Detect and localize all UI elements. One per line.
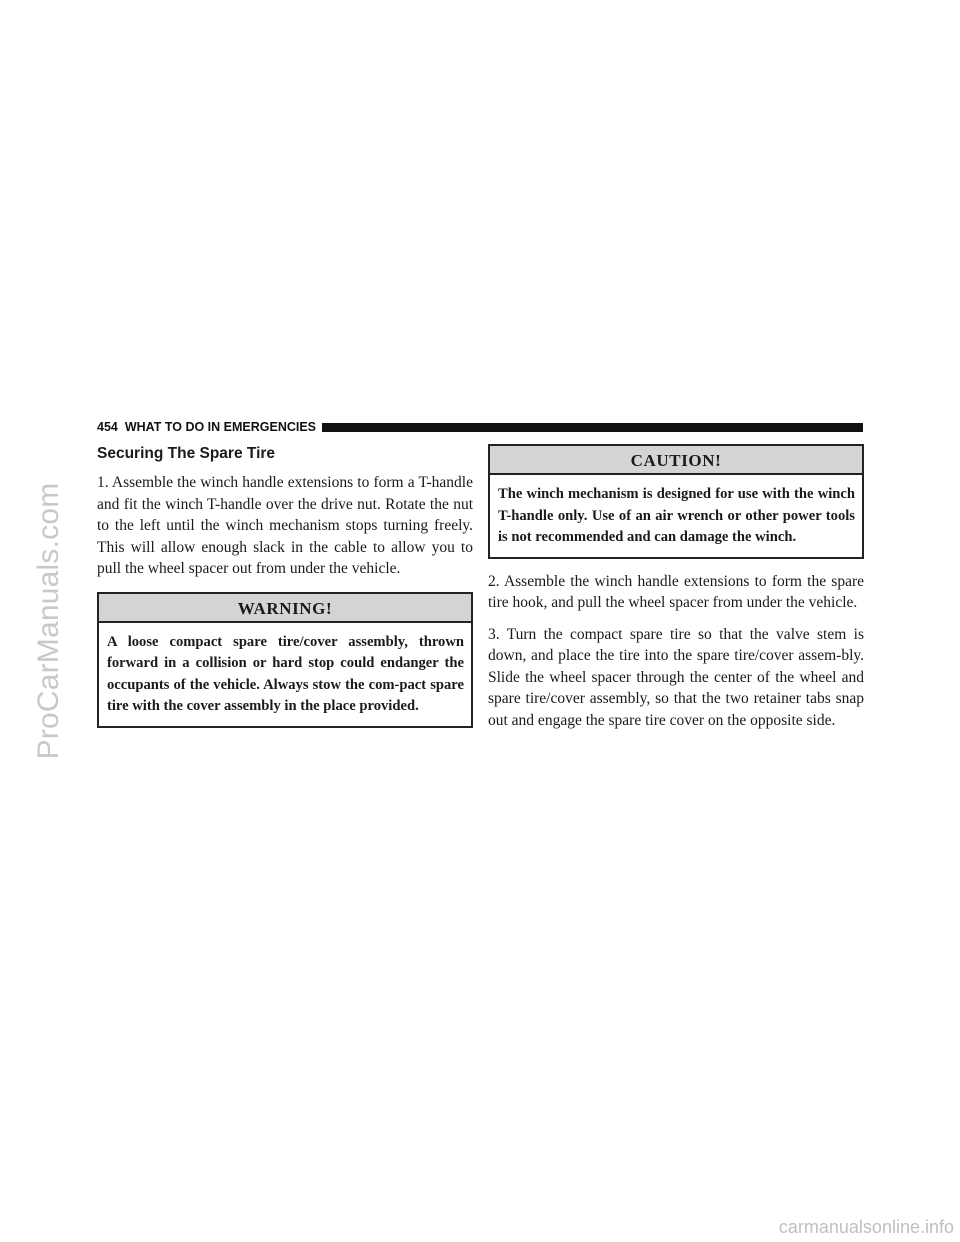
step-2-paragraph: 2. Assemble the winch handle extensions to form the spare tire hook, and pull the wheel spacer from under the vehicle. [488, 572, 864, 611]
caution-text: The winch mechanism is designed for use with the winch T-handle only. Use of an air wrench or other power tools is not recommended and can damage the winch. [498, 486, 855, 545]
step-1-paragraph: 1. Assemble the winch handle extensions to form a T-handle and fit the winch T-handle over the drive nut. Rotate the nut to the left until the winch mechanism stops turning freely. This will allow enough slack in the cable to allow you to pull the wheel spacer out from under the vehicle. [97, 474, 473, 577]
header-rule [322, 423, 863, 432]
caution-heading: CAUTION! [490, 446, 862, 475]
warning-box [97, 592, 473, 728]
warning-heading: WARNING! [99, 594, 471, 623]
side-watermark: ProCarManuals.com [32, 482, 65, 760]
footer-watermark: carmanualsonline.info [778, 1217, 954, 1237]
step-3-paragraph: 3. Turn the compact spare tire so that the valve stem is down, and place the tire into the spare tire/cover assem-bly. Slide the wheel spacer through the center of the wheel and spare tire/cover assembly, so that the two retainer tabs snap out and engage the spare tire cover on the opposite side. [488, 625, 864, 729]
caution-box [488, 444, 864, 559]
page-number-section [97, 420, 316, 434]
section-name: WHAT TO DO IN EMERGENCIES [124, 420, 317, 434]
page-header [97, 418, 863, 436]
warning-text: A loose compact spare tire/cover assembly, thrown forward in a collision or hard stop could endanger the occupants of the vehicle. Always stow the com-pact spare tire with the cover assembly in the place provided. [107, 633, 464, 714]
section-title: Securing The Spare Tire [97, 445, 276, 462]
right-column [488, 444, 864, 741]
page-number: 454 [97, 420, 118, 434]
left-column [97, 444, 473, 740]
